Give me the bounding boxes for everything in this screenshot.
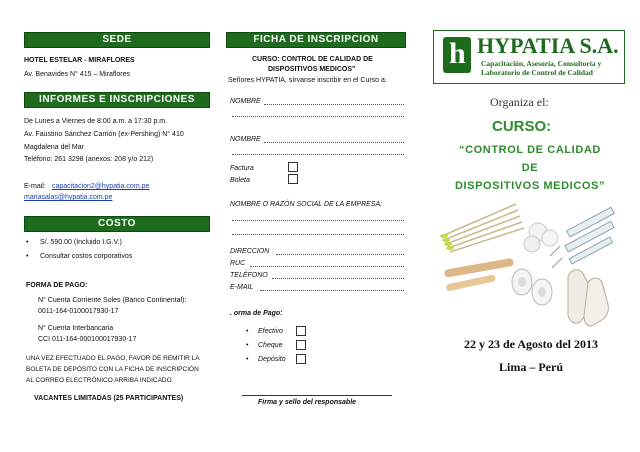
pago-bullet-1: • [246,328,249,335]
signature-line[interactable] [242,395,392,396]
razon-social-field-2[interactable] [232,234,404,235]
cost-bullet-1: • [26,239,29,246]
pago-option-deposito: Depósito [258,356,286,363]
organiza-text: Organiza el: [490,95,549,109]
note-line-2: BOLETA DE DEPÓSITO CON LA FICHA DE INSCRIPCIÓN [26,366,199,373]
cuenta-corriente-label: N° Cuenta Corriente Soles (Banco Continental): [38,297,187,304]
razon-social-label: NOMBRE O RAZÓN SOCIAL DE LA EMPRESA: [230,201,383,208]
telefono-field[interactable] [272,278,404,279]
curso-line-1: CURSO: CONTROL DE CALIDAD DE [252,56,373,63]
address-line1: Av. Faustino Sánchez Carrión (ex-Pershing) N° 410 [24,131,184,138]
cheque-checkbox[interactable] [296,340,306,350]
course-title-3: DISPOSITIVOS MEDICOS” [454,180,606,192]
email-form-field[interactable] [260,290,404,291]
course-title-2: DE [521,162,539,174]
cost-item-1: S/. 590.00 (Incluido I.G.V.) [40,239,122,246]
nombre-label-1: NOMBRE [230,98,261,105]
informes-header: INFORMES E INSCRIPCIONES [24,92,210,108]
pago-bullet-2: • [246,342,249,349]
factura-checkbox[interactable] [288,162,298,172]
email-label: E-mail: [24,183,46,190]
company-name: HYPATIA S.A. [477,33,619,58]
email-link-1[interactable]: capacitacion2@hypatia.com.pe [52,183,150,190]
schedule-text: De Lunes a Viernes de 8:00 a.m. a 17:30 p.m. [24,118,168,125]
cuenta-corriente-number: 0011-164-0100017930-17 [38,308,119,315]
email-link-2[interactable]: mariasalas@hypatia.com.pe [24,194,113,201]
note-line-3: AL CORREO ELECTRÓNICO ARRIBA INDICADO [26,377,172,384]
direccion-field[interactable] [276,254,404,255]
cuenta-interbancaria-number: CCI 011-164-000100017930-17 [38,336,137,343]
pago-option-efectivo: Efectivo [258,328,283,335]
medical-devices-image [438,196,624,328]
factura-label: Factura [230,165,254,172]
hotel-address: Av. Benavides N° 415 – Miraflores [24,71,131,78]
sede-header: SEDE [24,32,210,48]
deposito-checkbox[interactable] [296,354,306,364]
cost-item-2: Consultar costos corporativos [40,253,133,260]
nombre-field-1b[interactable] [232,116,404,117]
event-location: Lima – Perú [499,360,563,374]
forma-pago-label: . orma de Pago: [230,310,283,317]
curso-heading: CURSO: [492,118,552,135]
pago-bullet-3: • [246,356,249,363]
forma-pago-title: FORMA DE PAGO: [26,282,88,289]
boleta-checkbox[interactable] [288,174,298,184]
hotel-name: HOTEL ESTELAR - MIRAFLORES [24,57,135,64]
note-line-1: UNA VEZ EFECTUADO EL PAGO, FAVOR DE REMITIR LA [26,355,200,362]
course-title-1: “CONTROL DE CALIDAD [459,144,601,156]
event-dates: 22 y 23 de Agosto del 2013 [463,337,598,351]
boleta-label: Boleta [230,177,250,184]
nombre-field-2b[interactable] [232,154,404,155]
cuenta-interbancaria-label: N° Cuenta Interbancaria [38,325,114,332]
ruc-field[interactable] [250,266,404,267]
telefono-label: TELÉFONO [230,272,268,279]
ruc-label: RUC [230,260,246,267]
cost-bullet-2: • [26,253,29,260]
company-tagline-2: Laboratorio de Control de Calidad [481,68,593,77]
vacantes-text: VACANTES LIMITADAS (25 PARTICIPANTES) [34,395,184,402]
logo-mark [443,37,471,73]
curso-line-2: DISPOSITIVOS MEDICOS" [268,66,356,73]
medical-devices-illustration [438,196,624,328]
nombre-field-2[interactable] [264,142,404,143]
efectivo-checkbox[interactable] [296,326,306,336]
costo-header: COSTO [24,216,210,232]
intro-text: Señores HYPATIA, sírvanse inscribir en el Curso a: [228,77,387,84]
nombre-field-1[interactable] [264,104,404,105]
email-form-label: E-MAIL [230,284,254,291]
logo-letter: h [449,37,466,70]
pago-option-cheque: Cheque [258,342,283,349]
phone-text: Teléfono: 261 3298 (anexos: 208 y/o 212) [24,156,154,163]
nombre-label-2: NOMBRE [230,136,261,143]
company-tagline-1: Capacitación, Asesoría, Consultoría y [481,59,602,68]
direccion-label: DIRECCION [230,248,270,255]
address-line2: Magdalena del Mar [24,144,84,151]
firma-label: Firma y sello del responsable [258,399,357,406]
razon-social-field-1[interactable] [232,220,404,221]
ficha-header: FICHA DE INSCRIPCION [226,32,406,48]
